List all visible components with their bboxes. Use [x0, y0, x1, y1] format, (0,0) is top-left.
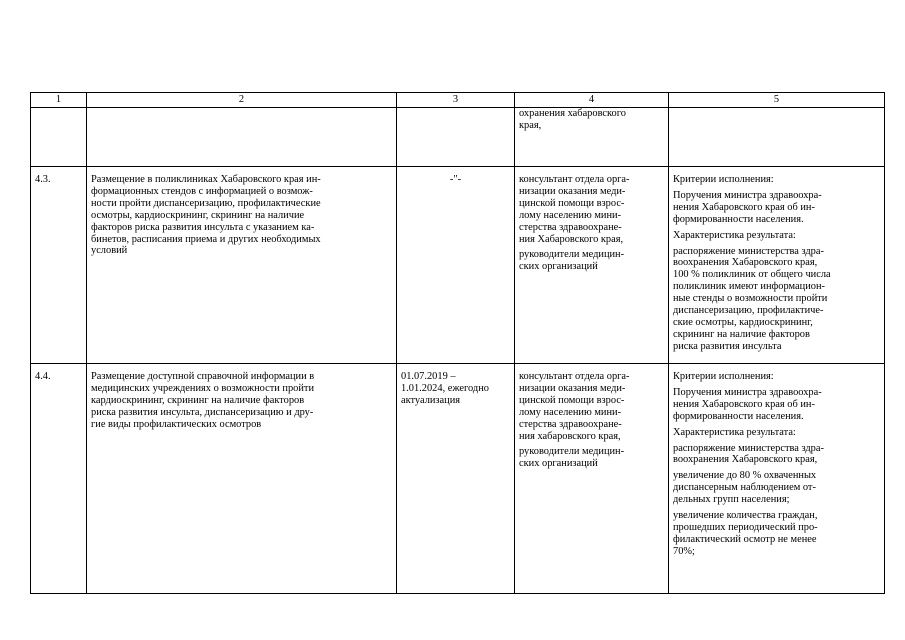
- header-row: [31, 93, 885, 108]
- result-label: Характеристика результата:: [673, 426, 796, 438]
- result-text: увеличение количества граждан, прошедших периодический про- филактический осмотр не менее 70%;: [673, 510, 818, 557]
- cont-cell-5: [669, 108, 885, 167]
- row-number: 4.3.: [31, 167, 87, 364]
- cont-cell-3: [397, 108, 515, 167]
- responsible-cell: [515, 167, 669, 364]
- header-col-2: 2: [87, 93, 397, 108]
- table-row-4-3: [31, 167, 885, 364]
- result-text: распоряжение министерства здра- воохранения Хабаровского края, 100 % поликлиник от общего числа поликлиник имеют информацион- ные стенды о возможности пройти диспансеризацию, профилактиче- ские осмотры, кардиоскрининг, скрининг на наличие факторов риска развития инсульта: [673, 245, 831, 352]
- cont-cell-1: [31, 108, 87, 167]
- result-text: увеличение до 80 % охваченных диспансерным наблюдением от- дельных групп населения;: [673, 470, 817, 506]
- criteria-text: Поручения министра здравоохра- нения Хабаровского края об ин- формированности населения.: [673, 386, 822, 422]
- header-col-3: 3: [397, 93, 515, 108]
- cont-cell-2: [87, 108, 397, 167]
- responsible-secondary: руководители медицин- ских организаций: [519, 446, 625, 470]
- header-col-4: 4: [515, 93, 669, 108]
- responsible-cell: [515, 364, 669, 594]
- measure-text: Размещение доступной справочной информации в медицинских учреждениях о возможности пройти кардиоскрининг, скрининг на наличие факторов риска развития инсульта, диспансеризацию и дру- гие виды профилактических осмотров: [87, 364, 397, 594]
- criteria-cell: [669, 167, 885, 364]
- row-number: 4.4.: [31, 364, 87, 594]
- criteria-label: Критерии исполнения:: [673, 174, 774, 185]
- criteria-cell: [669, 364, 885, 594]
- term-cell: -"-: [397, 167, 515, 364]
- cont-cell-4: [515, 108, 669, 167]
- responsible-primary: консультант отдела орга- низации оказания меди- цинской помощи взрос- лому населению мини- стерства здравоохране- ния Хабаровского края,: [519, 174, 630, 245]
- continuation-row: [31, 108, 885, 167]
- header-col-5: 5: [669, 93, 885, 108]
- responsible-secondary: руководители медицин- ских организаций: [519, 249, 625, 273]
- criteria-label: Критерии исполнения:: [673, 371, 774, 382]
- result-text: распоряжение министерства здра- воохранения Хабаровского края,: [673, 442, 824, 466]
- measure-text: Размещение в поликлиниках Хабаровского края ин- формационных стендов с информацией о возмож- ности пройти диспансеризацию, профилактические осмотры, кардиоскрининг, скрининг на наличие факторов риска развития инсульта с указанием ка- бинетов, расписания приема и других необходимых условий: [87, 167, 397, 364]
- cont-line: края,: [519, 119, 542, 131]
- criteria-text: Поручения министра здравоохра- нения Хабаровского края об ин- формированности населения.: [673, 189, 822, 225]
- term-cell: 01.07.2019 – 1.01.2024, ежегодно актуализация: [397, 364, 515, 594]
- header-col-1: 1: [31, 93, 87, 108]
- measures-table: [30, 92, 885, 594]
- result-label: Характеристика результата:: [673, 229, 796, 241]
- table-row-4-4: [31, 364, 885, 594]
- responsible-primary: консультант отдела орга- низации оказания меди- цинской помощи взрос- лому населению мини- стерства здравоохране- ния хабаровского края,: [519, 371, 630, 442]
- cont-line: охранения хабаровского: [519, 108, 626, 119]
